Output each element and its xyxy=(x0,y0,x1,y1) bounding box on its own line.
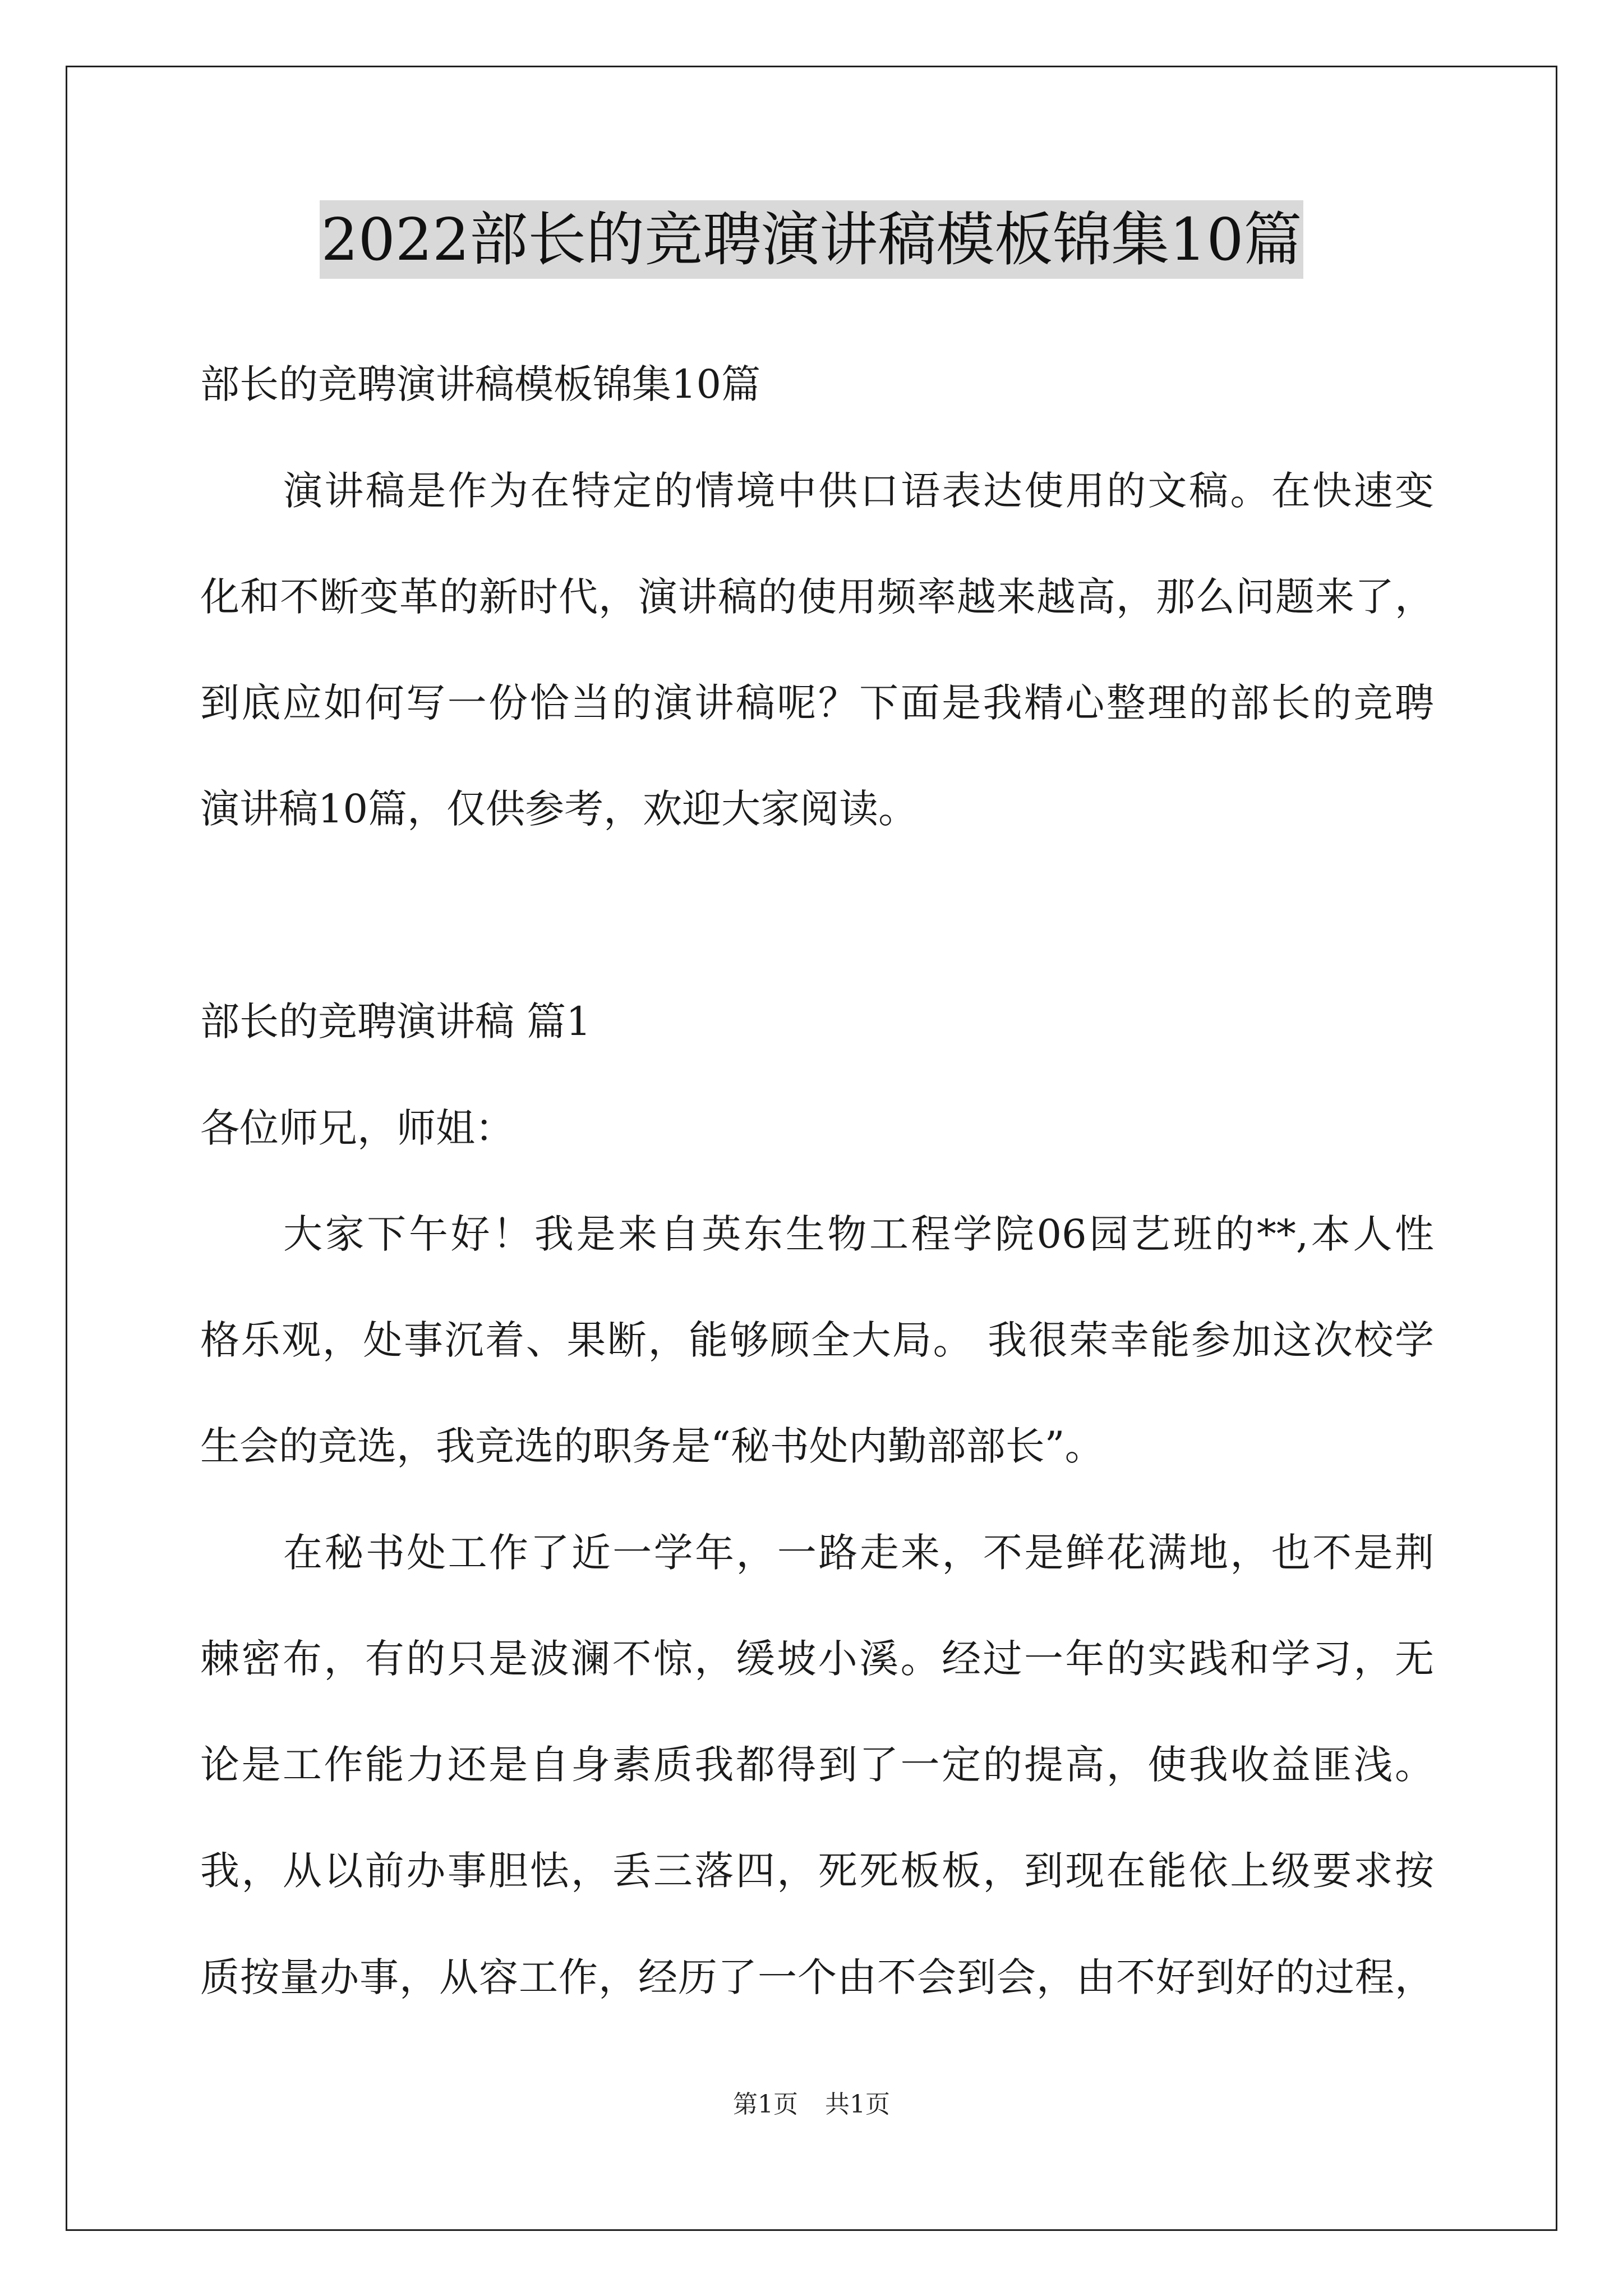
paragraph-line: 化和不断变革的新时代，演讲稿的使用频率越来越高，那么问题来了， xyxy=(200,574,1434,620)
page-total: 共1页 xyxy=(825,2090,890,2119)
paragraph-line: 演讲稿10篇，仅供参考，欢迎大家阅读。 xyxy=(200,786,918,832)
section-heading: 部长的竞聘演讲稿 篇1 xyxy=(200,999,591,1045)
paragraph-line: 生会的竞选，我竞选的职务是“秘书处内勤部部长”。 xyxy=(200,1423,1104,1469)
paragraph-line: 在秘书处工作了近一学年，一路走来，不是鲜花满地，也不是荆 xyxy=(283,1530,1434,1576)
page-footer xyxy=(0,2088,1623,2122)
paragraph-line: 质按量办事，从容工作，经历了一个由不会到会，由不好到好的过程， xyxy=(200,1954,1434,2000)
salutation: 各位师兄，师姐： xyxy=(200,1105,514,1151)
subtitle-line: 部长的竞聘演讲稿模板锦集10篇 xyxy=(200,361,761,407)
paragraph-line: 论是工作能力还是自身素质我都得到了一定的提高，使我收益匪浅。 xyxy=(200,1742,1434,1788)
paragraph-line: 大家下午好！我是来自英东生物工程学院06园艺班的**,本人性 xyxy=(283,1211,1434,1257)
paragraph-line: 棘密布，有的只是波澜不惊，缓坡小溪。经过一年的实践和学习，无 xyxy=(200,1636,1434,1682)
paragraph-line: 格乐观，处事沉着、果断，能够顾全大局。 我很荣幸能参加这次校学 xyxy=(200,1317,1434,1363)
title-container xyxy=(0,200,1623,279)
paragraph-line: 演讲稿是作为在特定的情境中供口语表达使用的文稿。在快速变 xyxy=(283,468,1434,514)
paragraph-line: 我，从以前办事胆怯，丢三落四，死死板板，到现在能依上级要求按 xyxy=(200,1848,1434,1894)
document-title: 2022部长的竞聘演讲稿模板锦集10篇 xyxy=(320,200,1303,279)
page-number: 第1页 xyxy=(733,2090,798,2119)
paragraph-line: 到底应如何写一份恰当的演讲稿呢？下面是我精心整理的部长的竞聘 xyxy=(200,680,1434,726)
